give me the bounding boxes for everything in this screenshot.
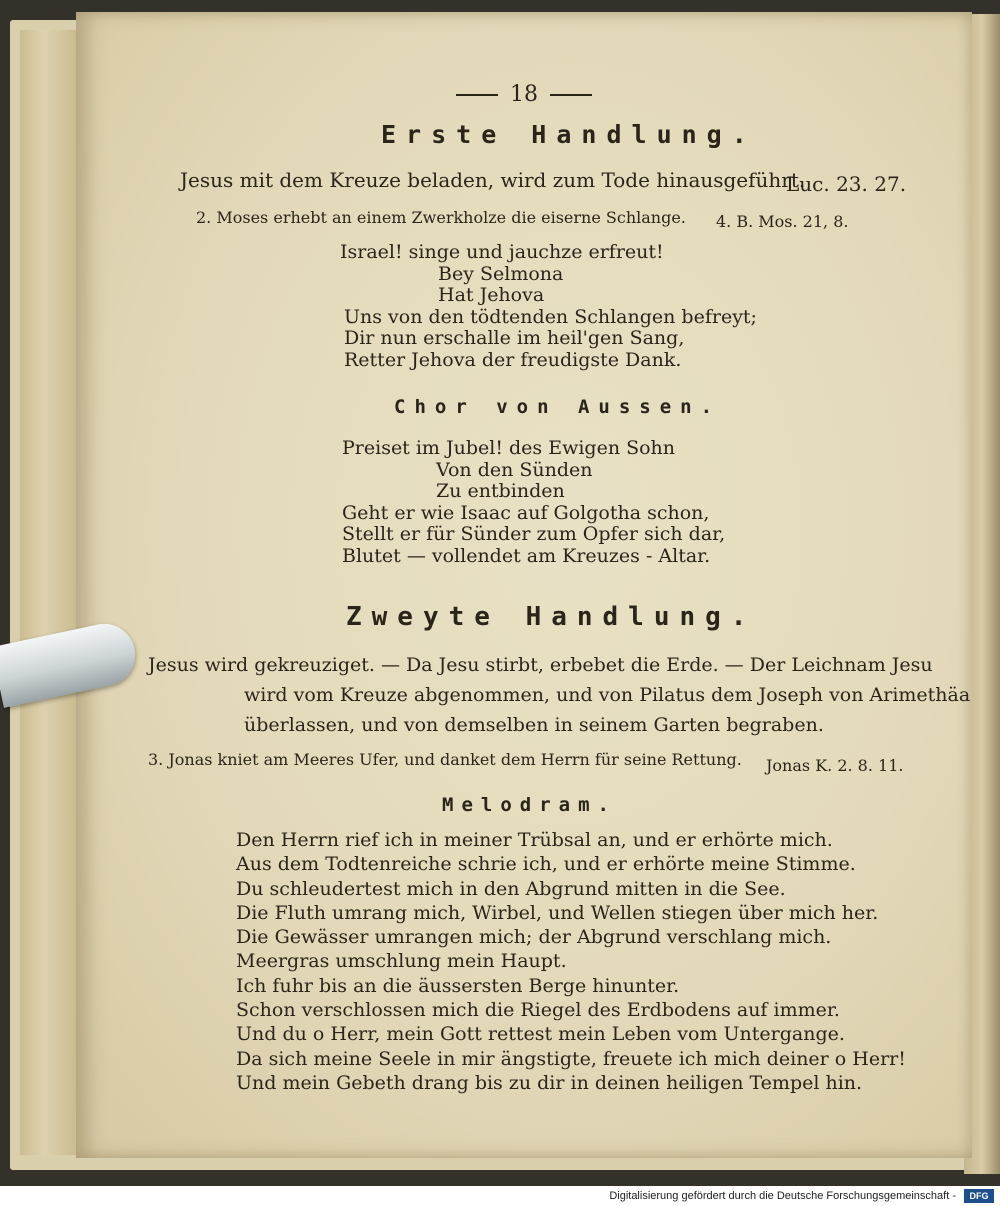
verse-line: Uns von den tödtenden Schlangen befreyt; xyxy=(344,305,757,328)
section1-subtitle-ref: Luc. 23. 27. xyxy=(786,172,907,196)
verse-line: Hat Jehova xyxy=(438,284,545,306)
chorus-verse xyxy=(342,438,725,567)
dfg-logo: DFG xyxy=(964,1189,994,1203)
chorus-heading: Chor von Aussen. xyxy=(394,396,722,418)
verse-line: Stellt er für Sünder zum Opfer sich dar, xyxy=(342,523,726,545)
intro-line: Jesus wird gekreuziget. — Da Jesu stirbt, erbebet die Erde. — Der Leichnam Jesu xyxy=(148,654,933,676)
footer-bar xyxy=(0,1186,1000,1206)
intro-line: überlassen, und von demselben in seinem Garten begraben. xyxy=(244,714,824,736)
verse-line: Israel! singe und jauchze erfreut! xyxy=(340,241,664,263)
section1-tableau: 2. Moses erhebt an einem Zwerkholze die eiserne Schlange. xyxy=(196,208,686,227)
section2-intro xyxy=(148,650,970,740)
intro-line: wird vom Kreuze abgenommen, und von Pilatus dem Joseph von Arimethäa xyxy=(244,684,971,706)
melodram-line: Ich fuhr bis an die äussersten Berge hinunter. xyxy=(236,974,680,997)
melodram-line: Und mein Gebeth drang bis zu dir in deinen heiligen Tempel hin. xyxy=(236,1071,863,1094)
melodram-line: Schon verschlossen mich die Riegel des Erdbodens auf immer. xyxy=(236,999,840,1022)
page-number: 18 xyxy=(76,82,972,107)
verse-line: Dir nun erschalle im heil'gen Sang, xyxy=(344,327,685,349)
section1-tableau-ref: 4. B. Mos. 21, 8. xyxy=(716,212,849,231)
melodram-line: Da sich meine Seele in mir ängstigte, freuete ich mich deiner o Herr! xyxy=(236,1047,906,1070)
section1-subtitle: Jesus mit dem Kreuze beladen, wird zum Tode hinausgeführt. xyxy=(180,168,806,192)
page-edge xyxy=(20,30,80,1155)
section2-heading: Zweyte Handlung. xyxy=(346,602,757,632)
melodram-line: Aus dem Todtenreiche schrie ich, und er erhörte meine Stimme. xyxy=(236,853,856,876)
verse-line: Zu entbinden xyxy=(436,480,565,502)
section2-tableau: 3. Jonas kniet am Meeres Ufer, und danket dem Herrn für seine Rettung. xyxy=(148,750,742,769)
verse-line: Bey Selmona xyxy=(438,262,564,285)
verse-line: Retter Jehova der freudigste Dank. xyxy=(344,348,682,371)
section2-tableau-ref: Jonas K. 2. 8. 11. xyxy=(766,756,904,775)
verse-line: Von den Sünden xyxy=(436,458,593,481)
verse-line: Preiset im Jubel! des Ewigen Sohn xyxy=(342,437,676,459)
melodram-text xyxy=(236,828,906,1095)
footer-credit: Digitalisierung gefördert durch die Deutsche Forschungsgemeinschaft - xyxy=(609,1190,956,1202)
melodram-line: Die Gewässer umrangen mich; der Abgrund verschlang mich. xyxy=(236,926,832,949)
section1-heading: Erste Handlung. xyxy=(381,120,757,149)
section1-verse xyxy=(340,242,757,371)
melodram-heading: Melodram. xyxy=(442,794,617,816)
melodram-line: Meergras umschlung mein Haupt. xyxy=(236,950,567,973)
verse-line: Blutet — vollendet am Kreuzes - Altar. xyxy=(342,544,711,567)
melodram-line: Und du o Herr, mein Gott rettest mein Leben vom Untergange. xyxy=(236,1023,845,1046)
melodram-line: Den Herrn rief ich in meiner Trübsal an, und er erhörte mich. xyxy=(236,829,833,851)
book-page xyxy=(76,12,972,1158)
melodram-line: Du schleudertest mich in den Abgrund mitten in die See. xyxy=(236,877,786,900)
verse-line: Geht er wie Isaac auf Golgotha schon, xyxy=(342,501,710,524)
melodram-line: Die Fluth umrang mich, Wirbel, und Wellen stiegen über mich her. xyxy=(236,901,879,924)
